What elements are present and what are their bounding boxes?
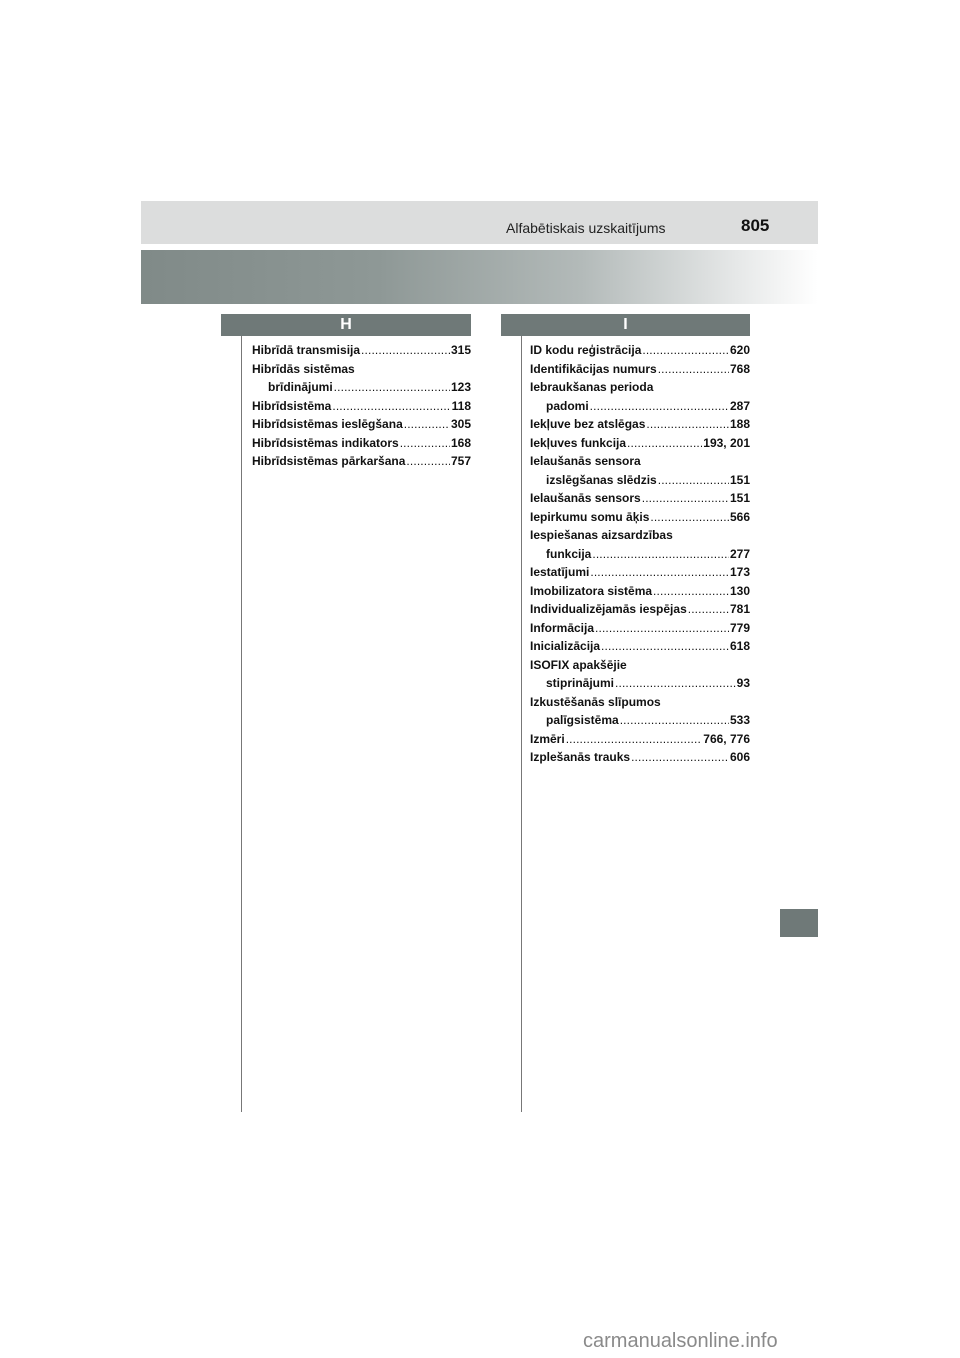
dot-leader (646, 415, 729, 434)
index-entry-pages: 779 (729, 620, 750, 635)
decorative-gradient-band (141, 250, 818, 304)
index-entry (530, 489, 750, 508)
dot-leader (653, 582, 729, 601)
index-entry-term (252, 360, 471, 379)
index-entry-pages: 781 (729, 602, 750, 616)
index-entry-text: ISOFIX apakšējie (530, 657, 627, 672)
index-list-h (252, 341, 471, 471)
index-entry (530, 748, 750, 767)
column-rule-left (241, 336, 242, 1112)
index-entry-pages: 151 (729, 491, 750, 505)
index-entry-text: Hibrīdsistēma (252, 398, 332, 413)
index-entry-pages: 757 (450, 454, 471, 468)
index-entry-term (530, 619, 750, 638)
index-entry-pages: 168 (450, 435, 471, 450)
index-entry-subterm (530, 545, 750, 564)
dot-leader (595, 619, 729, 638)
index-entry-subterm (252, 378, 471, 397)
index-entry-pages: 188 (729, 417, 750, 431)
index-entry-text: Informācija (530, 620, 595, 635)
section-header-i (501, 314, 750, 336)
dot-leader (642, 341, 729, 360)
index-entry-text: Imobilizatora sistēma (530, 583, 653, 598)
index-entry-pages: 533 (729, 713, 750, 727)
index-entry-pages: 118 (451, 398, 471, 413)
index-entry-subterm (530, 471, 750, 490)
index-entry-pages: 287 (729, 398, 750, 413)
index-entry-term (530, 508, 750, 527)
index-entry-term (530, 693, 750, 712)
dot-leader (601, 637, 729, 656)
index-entry-term (530, 378, 750, 397)
index-entry-pages: 151 (729, 472, 750, 487)
index-entry-text: Izkustēšanās slīpumos (530, 694, 661, 709)
index-entry-term (530, 360, 750, 379)
dot-leader (631, 748, 729, 767)
index-entry-text: stiprinājumi (546, 676, 615, 690)
dot-leader (334, 378, 450, 397)
index-entry (252, 415, 471, 434)
running-header-title: Alfabētiskais uzskaitījums (506, 220, 666, 236)
dot-leader (406, 452, 450, 471)
dot-leader (566, 730, 703, 749)
index-entry-term (252, 415, 471, 434)
index-entry-pages: 123 (450, 380, 471, 394)
index-entry (530, 563, 750, 582)
index-entry-pages: 606 (729, 750, 750, 764)
index-entry (530, 360, 750, 379)
index-entry (530, 693, 750, 730)
index-entry-text: Individualizējamās iespējas (530, 602, 687, 616)
index-entry-pages: 620 (729, 343, 750, 357)
index-entry (530, 619, 750, 638)
index-entry-term (530, 730, 750, 749)
dot-leader (620, 711, 729, 730)
index-entry-text: Hibrīdsistēmas pārkaršana (252, 454, 406, 468)
index-entry-term (530, 526, 750, 545)
index-entry-text: Iestatījumi (530, 565, 590, 579)
index-entry-text: Iespiešanas aizsardzības (530, 528, 673, 542)
index-entry-term (530, 341, 750, 360)
dot-leader (658, 360, 729, 379)
dot-leader (404, 415, 450, 434)
index-entry (530, 600, 750, 619)
index-entry-term (530, 452, 750, 471)
dot-leader (592, 545, 729, 564)
index-entry-term (530, 434, 750, 453)
index-entry-text: funkcija (546, 546, 592, 561)
index-entry-pages: 93 (736, 676, 750, 690)
index-entry-term (530, 563, 750, 582)
index-entry (252, 452, 471, 471)
index-entry-pages: 305 (450, 417, 471, 431)
index-entry-text: Hibrīdā transmisija (252, 343, 361, 357)
index-entry-text: Izplešanās trauks (530, 750, 631, 764)
index-list-i (530, 341, 750, 767)
dot-leader (590, 563, 729, 582)
index-entry (530, 730, 750, 749)
dot-leader (688, 600, 729, 619)
index-entry-text: Iebraukšanas perioda (530, 380, 654, 394)
index-entry-term (252, 341, 471, 360)
index-entry-text: Ielaušanās sensora (530, 454, 641, 468)
index-entry-text: Identifikācijas numurs (530, 361, 657, 376)
index-entry (530, 526, 750, 563)
dot-leader (400, 434, 450, 453)
index-entry-term (252, 452, 471, 471)
index-entry-term (530, 489, 750, 508)
dot-leader (627, 434, 702, 453)
index-entry (252, 434, 471, 453)
index-entry (252, 360, 471, 397)
index-entry-pages: 768 (729, 361, 750, 376)
index-entry-text: Hibrīdās sistēmas (252, 361, 355, 376)
index-entry-pages: 193, 201 (703, 435, 750, 450)
index-entry (530, 656, 750, 693)
index-entry-term (530, 415, 750, 434)
section-letter-i: I (623, 316, 628, 333)
dot-leader (642, 489, 729, 508)
index-entry-text: palīgsistēma (546, 713, 619, 727)
index-entry-text: Hibrīdsistēmas indikators (252, 435, 399, 450)
index-entry-subterm (530, 674, 750, 693)
header-band (141, 201, 818, 244)
index-entry (530, 637, 750, 656)
index-entry-term (530, 656, 750, 675)
index-entry-text: Iekļuve bez atslēgas (530, 417, 646, 431)
index-entry-text: Ielaušanās sensors (530, 491, 641, 505)
index-entry (530, 434, 750, 453)
dot-leader (590, 397, 729, 416)
index-entry-pages: 173 (729, 565, 750, 579)
index-entry (252, 341, 471, 360)
chapter-thumb-tab (780, 909, 818, 937)
index-entry-pages: 566 (729, 509, 750, 524)
index-entry-text: izslēgšanas slēdzis (546, 472, 657, 487)
index-entry (530, 582, 750, 601)
index-entry-text: Hibrīdsistēmas ieslēgšana (252, 417, 403, 431)
index-entry-text: padomi (546, 398, 589, 413)
index-entry-term (252, 434, 471, 453)
index-entry (530, 508, 750, 527)
index-entry-pages: 130 (729, 583, 750, 598)
index-entry-text: Iepirkumu somu āķis (530, 509, 650, 524)
index-entry-pages: 766, 776 (703, 731, 750, 746)
column-rule-right (521, 336, 522, 1112)
index-entry-subterm (530, 397, 750, 416)
index-entry (530, 341, 750, 360)
index-entry-term (252, 397, 471, 416)
index-entry (530, 415, 750, 434)
index-entry-term (530, 582, 750, 601)
index-entry (530, 378, 750, 415)
section-letter-h: H (340, 316, 352, 333)
index-entry (252, 397, 471, 416)
dot-leader (658, 471, 729, 490)
index-entry-term (530, 748, 750, 767)
dot-leader (361, 341, 450, 360)
index-entry-text: ID kodu reģistrācija (530, 343, 642, 357)
index-entry-text: Izmēri (530, 731, 565, 746)
index-entry-text: Iekļuves funkcija (530, 435, 627, 450)
index-entry-pages: 277 (729, 546, 750, 561)
section-header-h (221, 314, 471, 336)
page-number: 805 (741, 216, 770, 235)
index-entry (530, 452, 750, 489)
watermark-text: carmanualsonline.info (583, 1330, 778, 1352)
index-entry-text: Inicializācija (530, 639, 601, 653)
index-entry-pages: 315 (450, 343, 471, 357)
index-entry-subterm (530, 711, 750, 730)
dot-leader (332, 397, 450, 416)
index-entry-pages: 618 (729, 639, 750, 653)
dot-leader (615, 674, 736, 693)
dot-leader (650, 508, 729, 527)
index-entry-term (530, 600, 750, 619)
index-entry-text: brīdinājumi (268, 380, 333, 394)
index-entry-term (530, 637, 750, 656)
